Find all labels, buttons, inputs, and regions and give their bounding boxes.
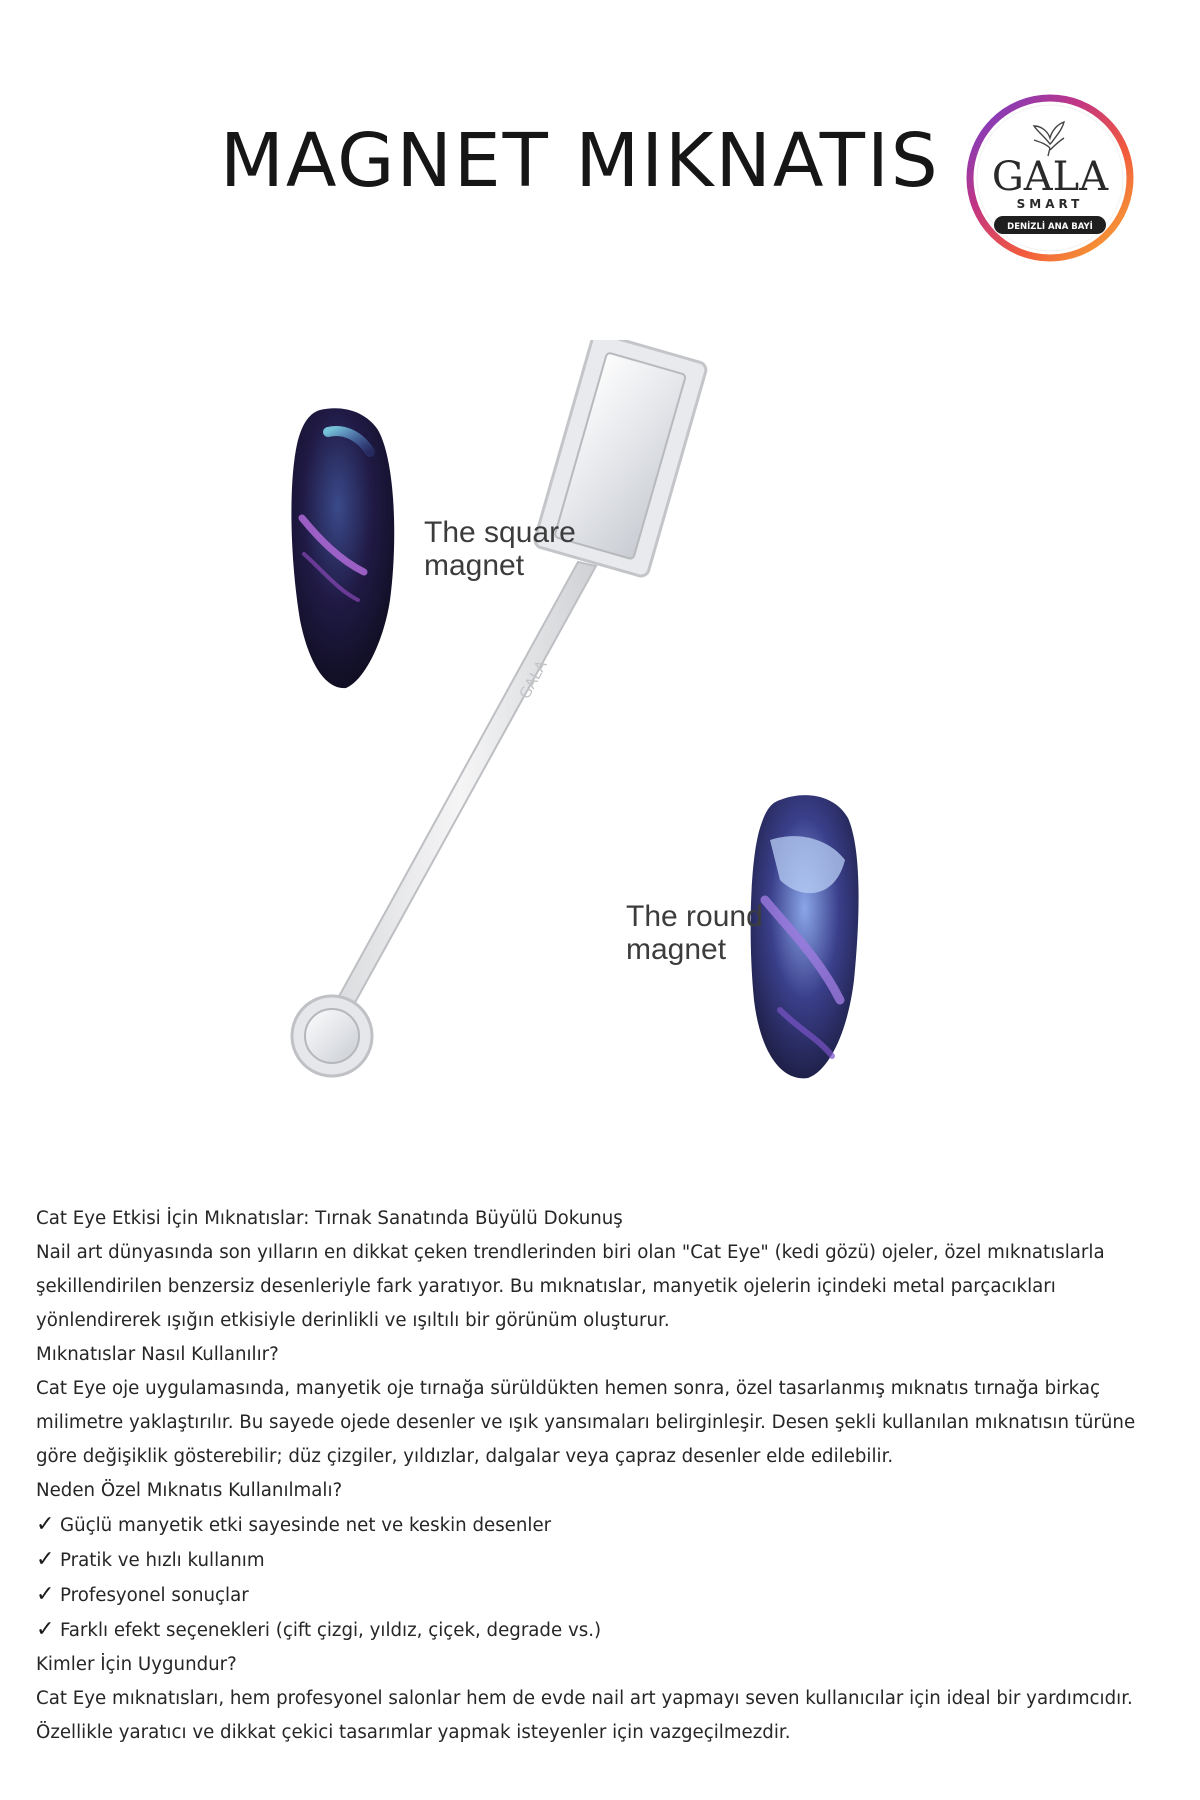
benefit-text: Pratik ve hızlı kullanım [60,1550,265,1571]
wand-engraving: GALA [515,657,551,702]
benefit-text: Profesyonel sonuçlar [60,1585,249,1606]
benefit-item [36,1543,1166,1578]
round-magnet-caption: The round magnet [626,900,763,966]
logo-sub: SMART [1016,197,1084,211]
magnet-illustration [260,340,1000,1140]
intro-heading: Cat Eye Etkisi İçin Mıknatıslar: Tırnak Sanatında Büyülü Dokunuş [36,1208,623,1229]
benefit-item [36,1613,1166,1648]
audience-paragraph: Cat Eye mıknatısları, hem profesyonel salonlar hem de evde nail art yapmayı seven kullanıcılar için ideal bir yardımcıdır. Özellikle yaratıcı ve dikkat çekici tasarımlar yapmak isteyenler için vazgeçilmezdir. [36,1688,1133,1743]
checkmark-icon: ✓ [36,1582,55,1607]
intro-paragraph: Nail art dünyasında son yılların en dikkat çeken trendlerinden biri olan "Cat Eye" (kedi gözü) ojeler, özel mıknatıslarla şekillendirilen benzersiz desenleriyle fark yaratıyor. Bu mıknatıslar, manyetik ojelerin içindeki metal parçacıkları yönlendirerek ışığın etkisiyle derinlikli ve ışıltılı bir görünüm oluşturur. [36,1242,1105,1331]
nail-square-magnet-example [291,408,394,688]
square-magnet-caption: The square magnet [424,516,576,582]
page-title: MAGNET MIKNATIS [220,118,940,204]
nail-round-magnet-example [751,795,859,1078]
usage-heading: Mıknatıslar Nasıl Kullanılır? [36,1344,279,1365]
checkmark-icon: ✓ [36,1617,55,1642]
audience-heading: Kimler İçin Uygundur? [36,1654,237,1675]
gala-smart-logo [964,92,1136,264]
why-heading: Neden Özel Mıknatıs Kullanılmalı? [36,1480,343,1501]
logo-tagline: DENİZLİ ANA BAYİ [1007,222,1093,232]
benefit-text: Güçlü manyetik etki sayesinde net ve keskin desenler [60,1515,552,1536]
benefit-item [36,1578,1166,1613]
benefit-item [36,1508,1166,1543]
benefit-text: Farklı efekt seçenekleri (çift çizgi, yıldız, çiçek, degrade vs.) [60,1620,602,1641]
product-description [36,1202,1166,1750]
usage-paragraph: Cat Eye oje uygulamasında, manyetik oje tırnağa sürüldükten hemen sonra, özel tasarlanmış mıknatıs tırnağa birkaç milimetre yaklaştırılır. Bu sayede ojede desenler ve ışık yansımaları belirginleşir. Desen şekli kullanılan mıknatısın türüne göre değişiklik gösterebilir; düz çizgiler, yıldızlar, dalgalar veya çapraz desenler elde edilebilir. [36,1378,1136,1467]
checkmark-icon: ✓ [36,1512,55,1537]
logo-brand: GALA [991,154,1109,200]
checkmark-icon: ✓ [36,1547,55,1572]
